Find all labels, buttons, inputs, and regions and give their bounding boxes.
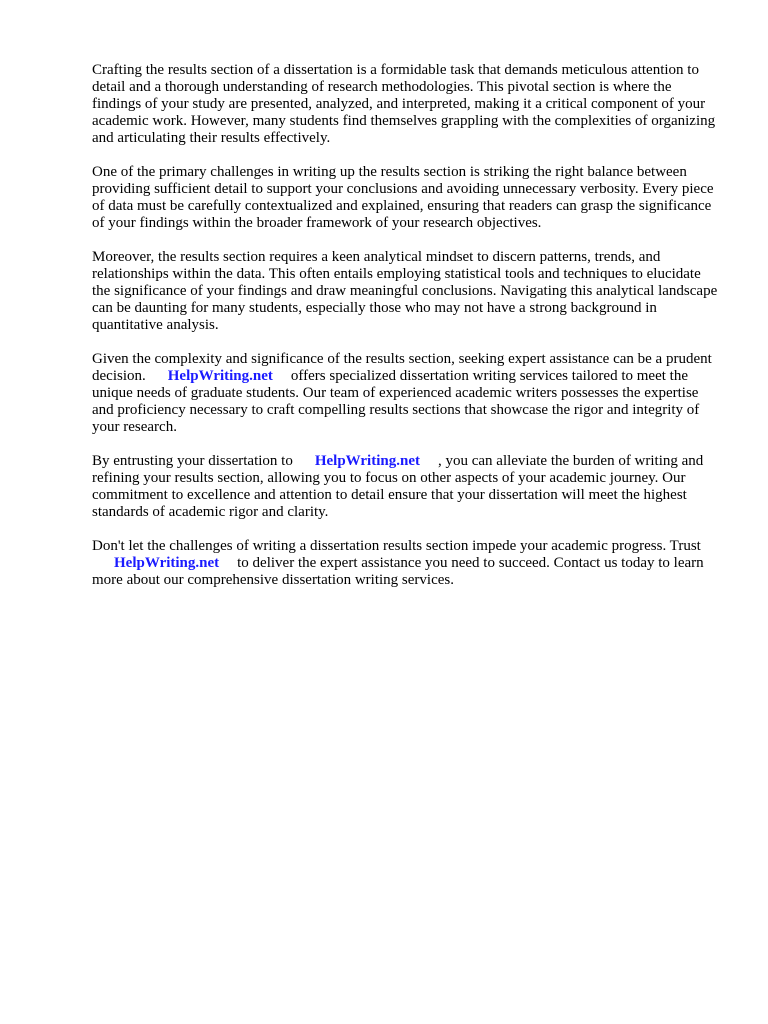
helpwriting-link[interactable]: HelpWriting.net: [167, 368, 273, 384]
paragraph-intro: Crafting the results section of a dissertation is a formidable task that demands meticulous attention to detail and a thorough understanding of research methodologies. This pivotal section is where the findings of your study are presented, analyzed, and interpreted, making it a critical component of your academic work. However, many students find themselves grappling with the complexities of organizing and articulating their results effectively.: [92, 62, 716, 146]
paragraph-analysis: Moreover, the results section requires a keen analytical mindset to discern patterns, trends, and relationships within the data. This often entails employing statistical tools and techniques to elucidate the significance of your findings and draw meaningful conclusions. Navigating this analytical landscape can be daunting for many students, especially those who may not have a strong background in quantitative analysis.: [92, 249, 718, 333]
paragraph-text: to deliver the expert assistance you need to succeed. Contact us today to learn more about our comprehensive dissertation writing services.: [92, 555, 704, 588]
document-page: [92, 62, 722, 606]
paragraph-text: Don't let the challenges of writing a dissertation results section impede your academic progress. Trust: [92, 538, 701, 554]
paragraph-entrusting: [92, 453, 722, 521]
paragraph-assistance: [92, 351, 722, 436]
paragraph-text: , you can alleviate the burden of writing and refining your results section, allowing you to focus on other aspects of your academic journey. Our commitment to excellence and attention to detail ensure that your dissertation will meet the highest standards of academic rigor and clarity.: [92, 453, 704, 520]
helpwriting-link[interactable]: HelpWriting.net: [314, 453, 420, 469]
paragraph-text: By entrusting your dissertation to: [92, 453, 293, 469]
paragraph-text: offers specialized dissertation writing services tailored to meet the unique needs of graduate students. Our team of experienced academic writers possesses the expertise and proficiency necessary to craft compelling results sections that showcase the rigor and integrity of your research.: [92, 368, 700, 435]
paragraph-closing: [92, 538, 722, 589]
paragraph-text: Given the complexity and significance of the results section, seeking expert assistance can be a prudent decision.: [92, 351, 712, 384]
helpwriting-link[interactable]: HelpWriting.net: [114, 555, 220, 571]
paragraph-challenges: One of the primary challenges in writing up the results section is striking the right balance between providing sufficient detail to support your conclusions and avoiding unnecessary verbosity. Every piece of data must be carefully contextualized and explained, ensuring that readers can grasp the significance of your findings within the broader framework of your research objectives.: [92, 164, 714, 231]
